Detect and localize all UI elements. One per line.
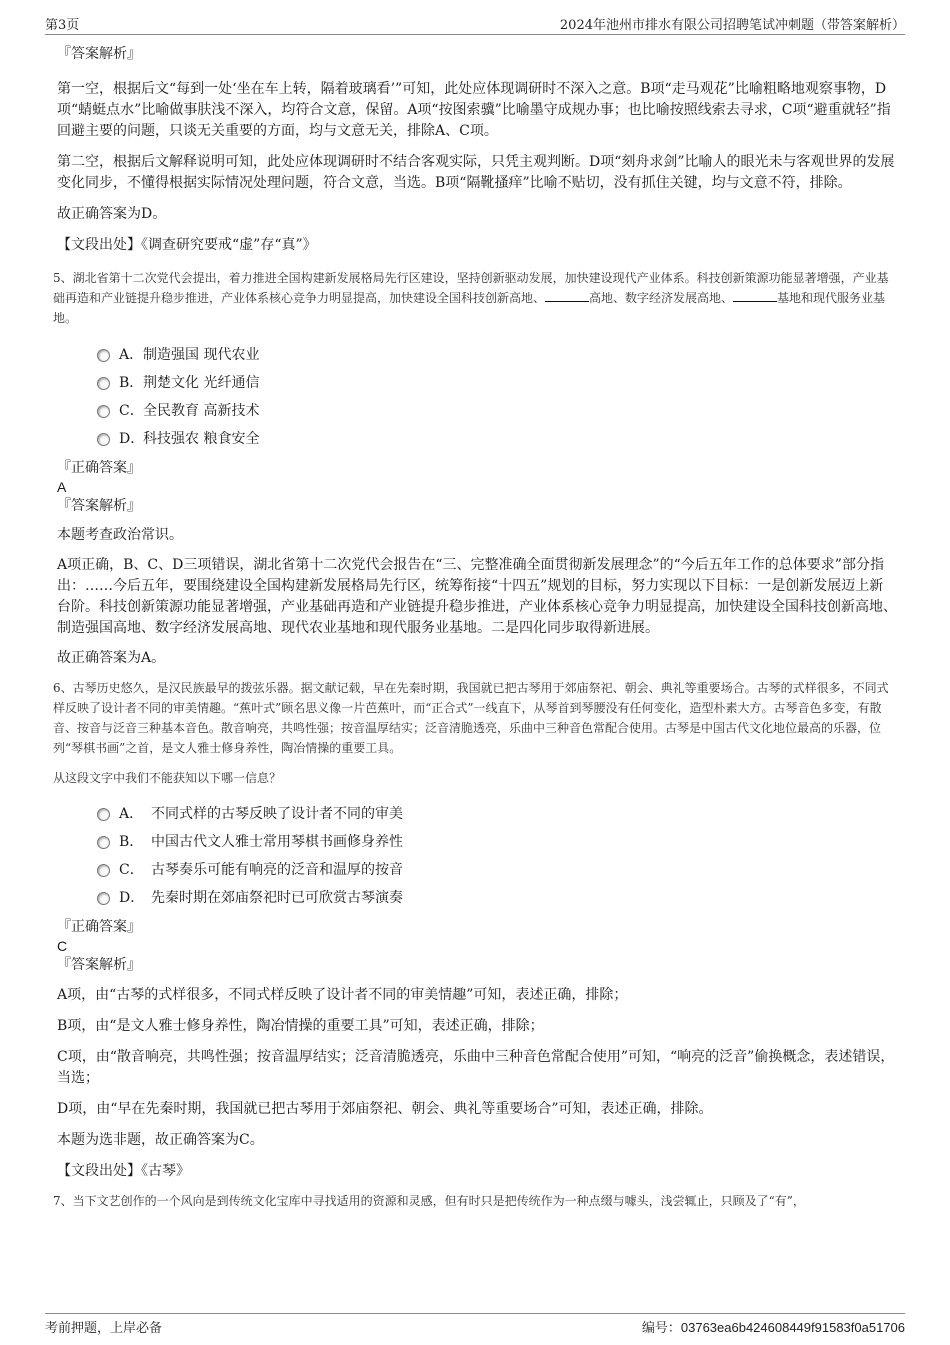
fill-blank: [733, 289, 777, 302]
option-a[interactable]: A．制造强国 现代农业: [57, 341, 897, 369]
radio-button[interactable]: [97, 433, 110, 446]
analysis-paragraph: D项，由“早在先秦时期，我国就已把古琴用于郊庙祭祀、朝会、典礼等重要场合”可知，表述正确，排除。: [57, 1101, 713, 1117]
radio-button[interactable]: [97, 892, 110, 905]
analysis-paragraph: A项正确，B、C、D三项错误，湖北省第十二次党代会报告在“三、完整准确全面贯彻新发展理念”的“今后五年工作的总体要求”部分指出：……今后五年，要围绕建设全国构建新发展格局先行区，统筹衔接“十四五”规划的目标，努力实现以下目标：一是创新发展迈上新台阶。科技创新策源功能显著增强，产业基础再造和产业链提升稳步推进，产业体系核心竞争力明显提高，加快建设全国科技创新高地、制造强国高地、数字经济发展高地、现代农业基地和现代服务业基地。二是四化同步取得新进展。: [57, 557, 897, 636]
fill-blank: [545, 289, 589, 302]
answer-conclusion: 故正确答案为D。: [57, 206, 167, 222]
answer-conclusion: 本题为选非题，故正确答案为C。: [57, 1132, 264, 1148]
question-5-stem: 5、湖北省第十二次党代会提出，着力推进全国构建新发展格局先行区建设，坚持创新驱动发展，加快建设现代产业体系。科技创新策源功能显著增强，产业基础再造和产业链提升稳步推进，产业体系核心竞争力明显提高，加快建设全国科技创新高地、 高地、数字经济发展高地、 基地和现代服务业基地。: [53, 271, 889, 325]
question-6-stem: 6、古琴历史悠久，是汉民族最早的拨弦乐器。据文献记载，早在先秦时期，我国就已把古琴用于郊庙祭祀、朝会、典礼等重要场合。古琴的式样很多，不同式样反映了设计者不同的审美情趣。“蕉叶式”顾名思义像一片芭蕉叶，而“正合式”一线直下，从琴首到琴腰没有任何变化，造型朴素大方。古琴音色多变，有散音、按音与泛音三种基本音色。散音响亮，共鸣性强；按音温厚结实；泛音清脆透亮，乐曲中三种音色常配合使用。古琴是中国古代文化地位最高的乐器，位列“琴棋书画”之首，是文人雅士修身养性，陶冶情操的重要工具。: [53, 681, 889, 755]
page-footer: [45, 1313, 905, 1336]
page-number: 第3页: [45, 18, 80, 33]
analysis-paragraph: 第二空，根据后文解释说明可知，此处应体现调研时不结合客观实际，只凭主观判断。D项“刻舟求剑”比喻人的眼光未与客观世界的发展变化同步，不懂得根据实际情况处理问题，符合文意，当选。B项“隔靴搔痒”比喻不贴切，没有抓住关键，均与文意不符，排除。: [57, 154, 895, 191]
footer-slogan: 考前押题，上岸必备: [45, 1321, 163, 1336]
option-b[interactable]: B．荆楚文化 光纤通信: [57, 369, 897, 397]
correct-answer: A: [57, 479, 67, 495]
question-7-stem: 7、当下文艺创作的一个风向是到传统文化宝库中寻找适用的资源和灵感，但有时只是把传统作为一种点缀与噱头，浅尝辄止，只顾及了“有”，: [53, 1194, 805, 1208]
option-c[interactable]: C．全民教育 高新技术: [57, 397, 897, 425]
source-citation: 【文段出处】《调查研究要戒“虚”存“真”》: [57, 237, 317, 253]
analysis-paragraph: C项，由“散音响亮，共鸣性强；按音温厚结实；泛音清脆透亮，乐曲中三种音色常配合使用”可知，“响亮的泛音”偷换概念，表述错误，当选；: [57, 1049, 895, 1086]
option-d[interactable]: D．科技强农 粮食安全: [57, 425, 897, 453]
analysis-label: 『答案解析』: [57, 498, 141, 514]
correct-answer: C: [57, 938, 68, 954]
radio-button[interactable]: [97, 377, 110, 390]
source-citation: 【文段出处】《古琴》: [57, 1163, 190, 1179]
option-a[interactable]: A． 不同式样的古琴反映了设计者不同的审美: [57, 800, 897, 828]
analysis-paragraph: 本题考查政治常识。: [57, 527, 183, 543]
radio-button[interactable]: [97, 808, 110, 821]
answer-conclusion: 故正确答案为A。: [57, 650, 166, 666]
analysis-paragraph: 第一空，根据后文“每到一处‘坐在车上转，隔着玻璃看’”可知，此处应体现调研时不深入之意。B项“走马观花”比喻粗略地观察事物，D项“蜻蜓点水”比喻做事肤浅不深入，均符合文意，保留。A项“按图索骥”比喻墨守成规办事；也比喻按照线索去寻求，C项“避重就轻”指回避主要的问题，只谈无关重要的方面，均与文意无关，排除A、C项。: [57, 81, 891, 139]
page-content: [53, 44, 897, 1211]
document-title: 2024年池州市排水有限公司招聘笔试冲刺题（带答案解析）: [559, 18, 905, 33]
radio-button[interactable]: [97, 836, 110, 849]
question-6-prompt: 从这段文字中我们不能获知以下哪一信息？: [53, 771, 282, 785]
page-header: [45, 12, 905, 35]
analysis-paragraph: B项，由“是文人雅士修身养性，陶冶情操的重要工具”可知，表述正确，排除；: [57, 1018, 544, 1034]
radio-button[interactable]: [97, 405, 110, 418]
option-b[interactable]: B． 中国古代文人雅士常用琴棋书画修身养性: [57, 828, 897, 856]
analysis-paragraph: A项，由“古琴的式样很多，不同式样反映了设计者不同的审美情趣”可知，表述正确，排除；: [57, 987, 628, 1003]
analysis-label: 『答案解析』: [57, 957, 141, 973]
option-c[interactable]: C． 古琴奏乐可能有响亮的泛音和温厚的按音: [57, 856, 897, 884]
analysis-label: 『答案解析』: [57, 46, 141, 62]
correct-answer-label: 『正确答案』: [57, 919, 141, 935]
radio-button[interactable]: [97, 349, 110, 362]
radio-button[interactable]: [97, 864, 110, 877]
document-id: 编号：03763ea6b424608449f91583f0a51706: [641, 1320, 905, 1335]
option-d[interactable]: D． 先秦时期在郊庙祭祀时已可欣赏古琴演奏: [57, 884, 897, 912]
correct-answer-label: 『正确答案』: [57, 460, 141, 476]
